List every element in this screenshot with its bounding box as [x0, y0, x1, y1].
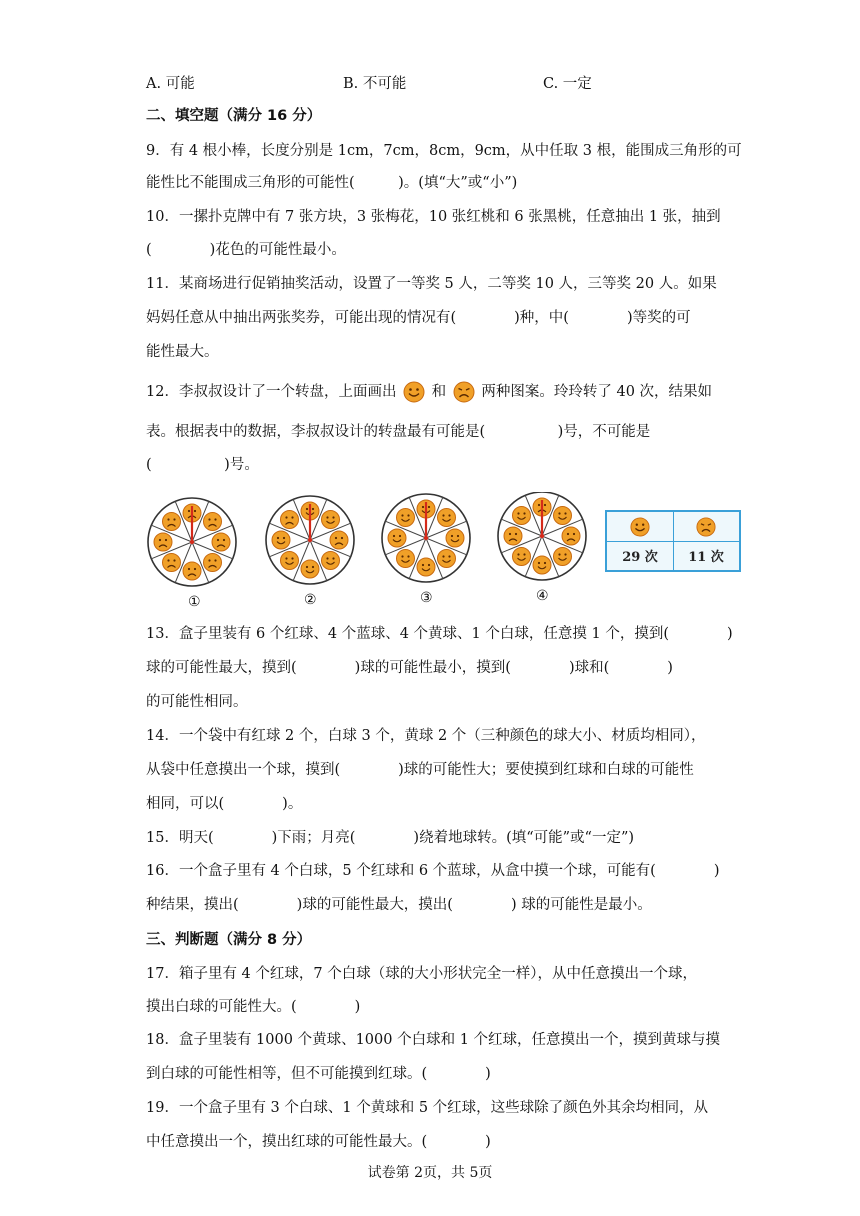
sad-face-icon	[281, 511, 299, 529]
q9-line-1: 9．有 4 根小棒，长度分别是 1cm，7cm，8cm，9cm，从中任取 3 根，能围成三角形的可	[146, 143, 742, 159]
q19-line-2: 中任意摸出一个，摸出红球的可能性最大。( )	[146, 1134, 491, 1150]
smiley-face-icon	[272, 531, 290, 549]
q18-line-1: 18．盒子里装有 1000 个黄球、1000 个白球和 1 个红球，任意摸出一个，摸到黄球与摸	[146, 1032, 721, 1048]
q10-line-2: ( )花色的可能性最小。	[146, 242, 346, 258]
face-eye	[312, 508, 314, 510]
face-eye	[306, 508, 308, 510]
sad-face-icon	[212, 533, 230, 551]
face-eye	[428, 564, 430, 566]
smiley-face-icon	[438, 509, 456, 527]
face-eye	[448, 514, 450, 516]
smiley-face-icon	[322, 552, 340, 570]
face-eye	[401, 555, 403, 557]
smiley-face-icon	[281, 552, 299, 570]
face-eye	[564, 512, 566, 514]
q14-line-3: 相同，可以( )。	[146, 796, 303, 812]
smiley-face-icon	[554, 548, 572, 566]
face-eye	[217, 539, 219, 541]
q15-line-1: 15．明天( )下雨；月亮( )绕着地球转。(填“可能”或“一定”)	[146, 830, 635, 846]
face-eye	[558, 553, 560, 555]
table-sad-count: 11 次	[688, 550, 724, 565]
face-eye	[167, 518, 169, 520]
smiley-face-icon	[417, 558, 435, 576]
face-eye	[448, 555, 450, 557]
sad-face-icon	[163, 554, 181, 572]
smiley-face-icon	[438, 550, 456, 568]
q9-line-2: 能性比不能围成三角形的可能性( )。(填“大”或“小”)	[146, 175, 518, 191]
face-eye	[332, 516, 334, 518]
face-eye	[283, 537, 285, 539]
wheel-label-1: ①	[188, 594, 201, 610]
sad-face-icon	[163, 513, 181, 531]
face-eye	[422, 564, 424, 566]
face-eye	[188, 510, 190, 512]
q11-line-2: 妈妈任意从中抽出两张奖券，可能出现的情况有( )种，中( )等奖的可	[146, 310, 691, 326]
face-eye	[291, 516, 293, 518]
face-eye	[167, 559, 169, 561]
face-eye	[517, 512, 519, 514]
face-eye	[194, 510, 196, 512]
sad-face-icon	[204, 513, 222, 531]
sad-face-icon	[453, 381, 475, 403]
face-eye	[306, 566, 308, 568]
face-eye	[573, 533, 575, 535]
smiley-face-icon	[322, 511, 340, 529]
face-eye	[194, 568, 196, 570]
smiley-face-icon	[630, 517, 650, 537]
face-eye	[214, 559, 216, 561]
smiley-face-icon	[397, 550, 415, 568]
option-c: C. 一定	[543, 76, 592, 92]
sad-face-icon	[183, 562, 201, 580]
face-eye	[544, 562, 546, 564]
sad-face-icon	[330, 531, 348, 549]
face-eye	[326, 516, 328, 518]
smiley-face-icon	[397, 509, 415, 527]
sad-face-icon	[504, 527, 522, 545]
face-eye	[451, 535, 453, 537]
q14-line-2: 从袋中任意摸出一个球，摸到( )球的可能性大；要使摸到红球和白球的可能性	[146, 762, 694, 778]
face-eye	[399, 535, 401, 537]
smiley-face-icon	[301, 560, 319, 578]
face-eye	[457, 535, 459, 537]
face-eye	[401, 514, 403, 516]
spin-result-table	[605, 510, 741, 572]
smiley-face-icon	[533, 556, 551, 574]
page-footer: 试卷第 2页，共 5页	[367, 1165, 493, 1181]
q13-line-2: 球的可能性最大，摸到( )球的可能性最小，摸到( )球和( )	[146, 660, 673, 676]
sad-face-icon	[562, 527, 580, 545]
face-eye	[223, 539, 225, 541]
q10-line-1: 10．一摞扑克牌中有 7 张方块，3 张梅花，10 张红桃和 6 张黑桃，任意抽出 1 张，抽到	[146, 209, 721, 225]
q12-line-3: ( )号。	[146, 457, 259, 473]
face-eye	[509, 533, 511, 535]
q12-text-b: 和	[431, 384, 447, 400]
face-eye	[208, 518, 210, 520]
spinner-hub	[424, 536, 428, 540]
q11-line-1: 11．某商场进行促销抽奖活动，设置了一等奖 5 人，二等奖 10 人，三等奖 20 人。如果	[146, 276, 717, 292]
q12-line-2: 表。根据表中的数据，李叔叔设计的转盘最有可能是( )号，不可能是	[146, 424, 651, 440]
face-eye	[538, 562, 540, 564]
face-eye	[523, 553, 525, 555]
sad-face-icon	[204, 554, 222, 572]
face-eye	[173, 559, 175, 561]
face-eye	[567, 533, 569, 535]
smiley-face-icon	[446, 529, 464, 547]
face-eye	[165, 539, 167, 541]
sad-face-icon	[154, 533, 172, 551]
wheel-label-4: ④	[536, 588, 549, 604]
face-eye	[564, 553, 566, 555]
face-eye	[442, 555, 444, 557]
q18-line-2: 到白球的可能性相等，但不可能摸到红球。( )	[146, 1066, 491, 1082]
face-eye	[188, 568, 190, 570]
smiley-face-icon	[403, 381, 425, 403]
face-eye	[515, 533, 517, 535]
spinner-hub	[540, 534, 544, 538]
face-eye	[285, 557, 287, 559]
face-eye	[214, 518, 216, 520]
smiley-face-icon	[513, 507, 531, 525]
face-eye	[335, 537, 337, 539]
option-a: A. 可能	[146, 76, 195, 92]
q12-text-a: 12．李叔叔设计了一个转盘，上面画出	[146, 384, 397, 400]
face-eye	[285, 516, 287, 518]
face-eye	[208, 559, 210, 561]
q12-text-c: 两种图案。玲玲转了 40 次，结果如	[481, 384, 713, 400]
face-eye	[291, 557, 293, 559]
q13-line-1: 13．盒子里装有 6 个红球、4 个蓝球、4 个黄球、1 个白球，任意摸 1 个，摸到( )	[146, 626, 733, 642]
face-eye	[428, 506, 430, 508]
q11-line-3: 能性最大。	[146, 344, 219, 360]
table-header-sad	[673, 512, 739, 542]
face-eye	[517, 553, 519, 555]
face-eye	[544, 504, 546, 506]
face-eye	[523, 512, 525, 514]
q12-line-1	[146, 381, 712, 403]
q13-line-3: 的可能性相同。	[146, 694, 248, 710]
q16-line-2: 种结果，摸出( )球的可能性最大，摸出( ) 球的可能性是最小。	[146, 897, 652, 913]
spinner-hub	[308, 538, 312, 542]
wheel-label-2: ②	[304, 592, 317, 608]
q17-line-1: 17．箱子里有 4 个红球，7 个白球（球的大小形状完全一样），从中任意摸出一个球，	[146, 966, 697, 982]
spinner-hub	[190, 540, 194, 544]
smiley-face-icon	[513, 548, 531, 566]
face-eye	[312, 566, 314, 568]
face-eye	[332, 557, 334, 559]
table-smile-count: 29 次	[607, 541, 674, 570]
face-eye	[558, 512, 560, 514]
smiley-face-icon	[388, 529, 406, 547]
face-eye	[442, 514, 444, 516]
wheel-label-3: ③	[420, 590, 433, 606]
q17-line-2: 摸出白球的可能性大。( )	[146, 999, 361, 1015]
smiley-face-icon	[554, 507, 572, 525]
face-eye	[538, 504, 540, 506]
sad-face-icon	[696, 517, 716, 537]
face-eye	[159, 539, 161, 541]
face-eye	[407, 514, 409, 516]
q19-line-1: 19．一个盒子里有 3 个白球、1 个黄球和 5 个红球，这些球除了颜色外其余均相同，从	[146, 1100, 709, 1116]
q16-line-1: 16．一个盒子里有 4 个白球，5 个红球和 6 个蓝球，从盒中摸一个球，可能有( )	[146, 863, 720, 879]
face-eye	[173, 518, 175, 520]
face-eye	[277, 537, 279, 539]
section-3-title: 三、判断题（满分 8 分）	[146, 932, 312, 948]
table-header-smile	[607, 512, 674, 542]
section-2-title: 二、填空题（满分 16 分）	[146, 108, 322, 124]
face-eye	[341, 537, 343, 539]
q14-line-1: 14．一个袋中有红球 2 个，白球 3 个，黄球 2 个（三种颜色的球大小、材质均相同），	[146, 728, 706, 744]
face-eye	[326, 557, 328, 559]
face-eye	[422, 506, 424, 508]
face-eye	[393, 535, 395, 537]
face-eye	[407, 555, 409, 557]
option-b: B. 不可能	[343, 76, 407, 92]
